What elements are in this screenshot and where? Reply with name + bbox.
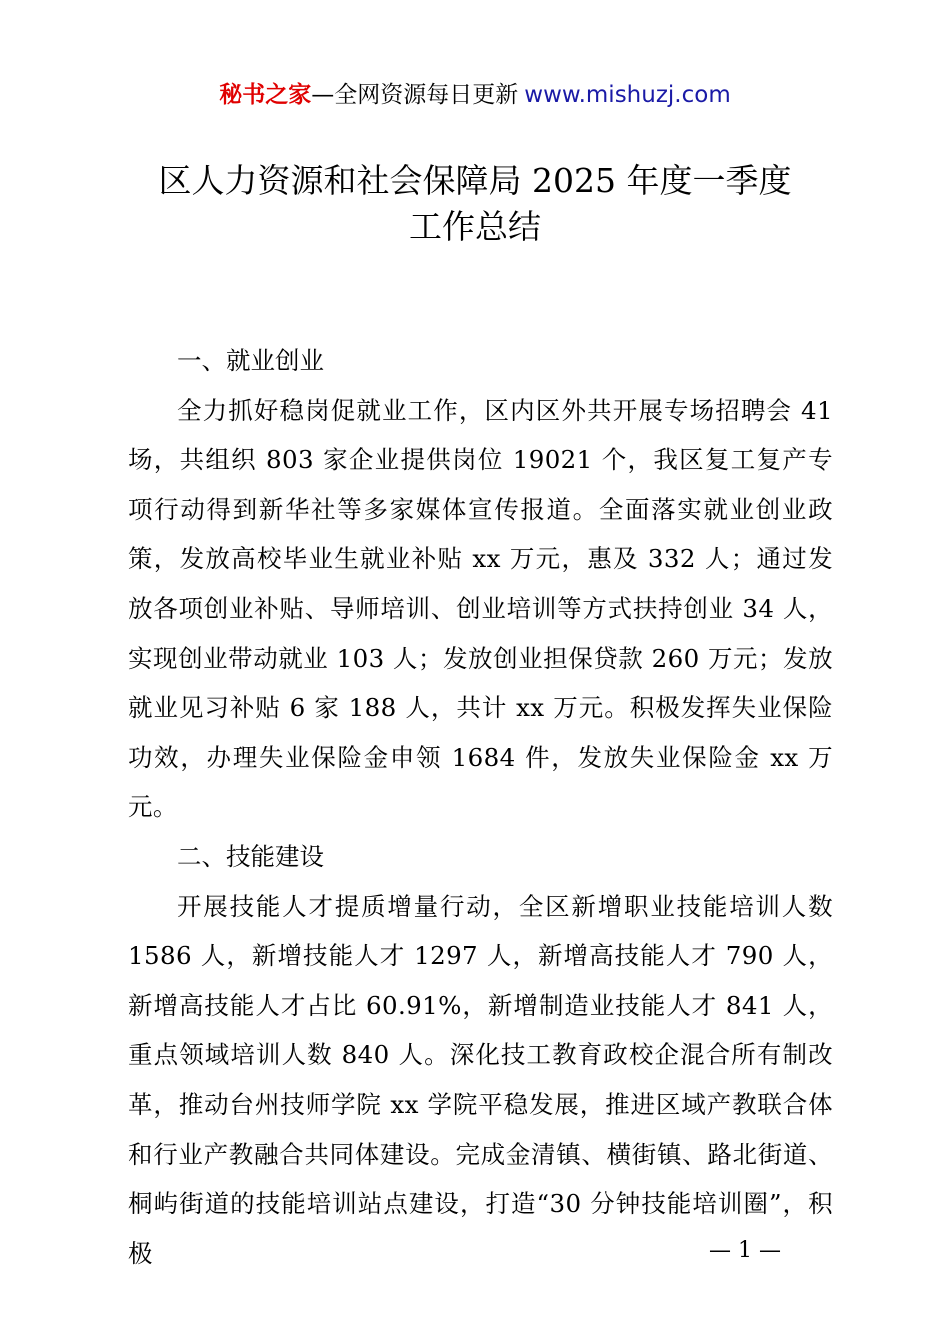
site-banner <box>0 80 950 110</box>
banner-brand: 秘书之家 <box>219 82 312 108</box>
document-title <box>60 158 890 250</box>
section-heading-skills: 二、技能建设 <box>177 841 324 871</box>
document-body <box>128 336 833 1278</box>
title-line-2: 工作总结 <box>409 207 541 246</box>
section-paragraph-skills: 开展技能人才提质增量行动，全区新增职业技能培训人数 1586 人，新增技能人才 1297 人，新增高技能人才 790 人，新增高技能人才占比 60.91%，新增制造业技能人才 841 人，重点领域培训人数 840 人。深化技工教育政校企混合所有制改革，推动台州技师学院 xx 学院平稳发展，推进区域产教联合体和行业产教融合共同体建设。完成金清镇、横街镇、路北街道、桐屿街道的技能培训站点建设，打造“30 分钟技能培训圈”，积极 <box>128 891 833 1268</box>
banner-tagline: —全网资源每日更新 <box>311 82 519 108</box>
title-line-1: 区人力资源和社会保障局 2025 年度一季度 <box>158 161 792 200</box>
page-number: — 1 — <box>709 1238 781 1263</box>
section-paragraph-employment: 全力抓好稳岗促就业工作，区内区外共开展专场招聘会 41 场，共组织 803 家企业提供岗位 19021 个，我区复工复产专项行动得到新华社等多家媒体宣传报道。全面落实就业创业政策，发放高校毕业生就业补贴 xx 万元，惠及 332 人；通过发放各项创业补贴、导师培训、创业培训等方式扶持创业 34 人，实现创业带动就业 103 人；发放创业担保贷款 260 万元；发放就业见习补贴 6 家 188 人，共计 xx 万元。积极发挥失业保险功效，办理失业保险金申领 1684 件，发放失业保险金 xx 万元。 <box>128 395 833 822</box>
banner-url-link[interactable]: www.mishuzj.com <box>524 82 731 108</box>
section-heading-employment: 一、就业创业 <box>177 346 324 375</box>
